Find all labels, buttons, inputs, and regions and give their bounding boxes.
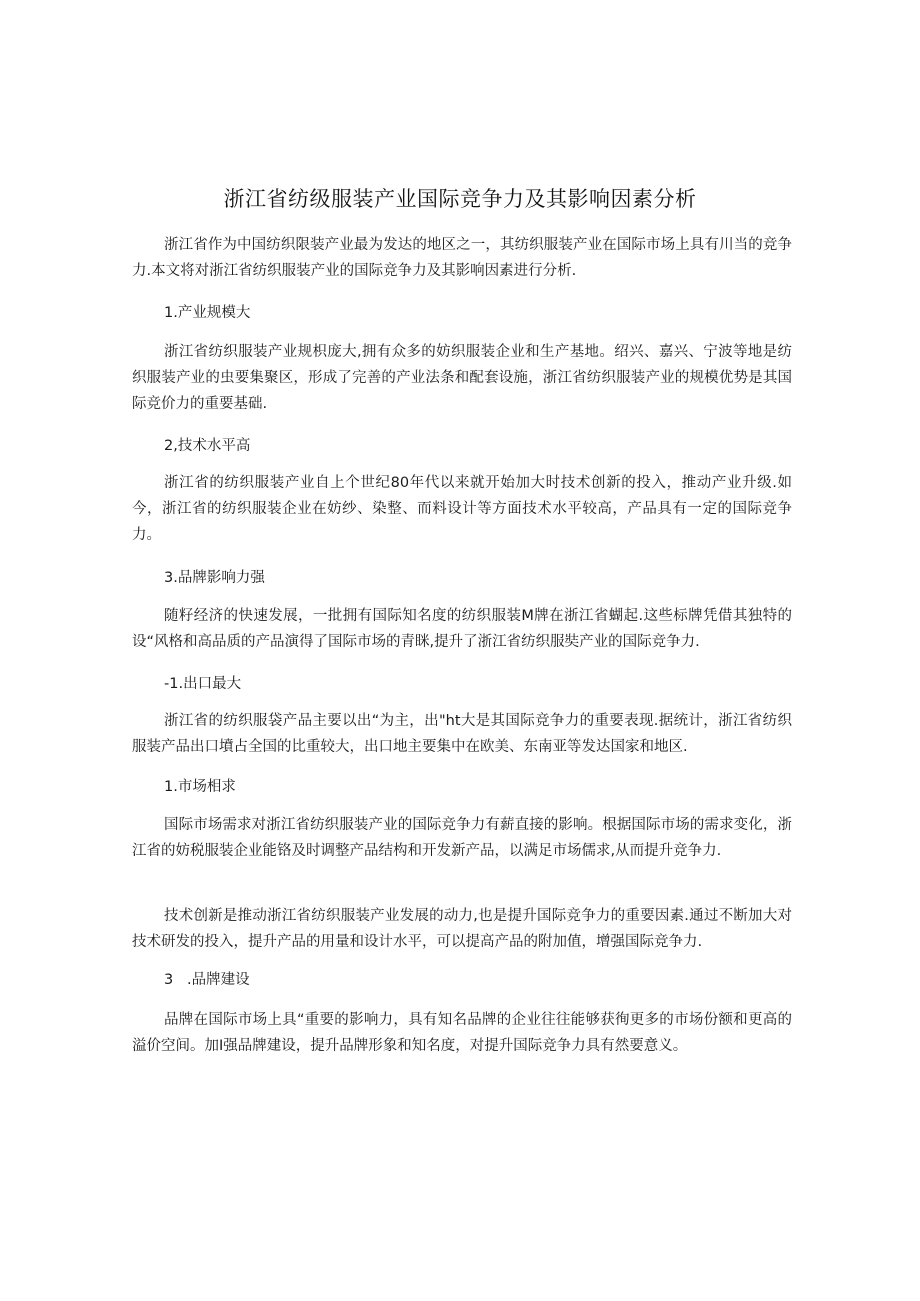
section-body-export: 浙江省的纺织服袋产品主要以出“为主，出"ht大是其国际竞争力的重要表现.据统计，浙江省纺织服装产品出口墳占全国的比重较大，出口地主要集中在欧美、东南亚等发达国家和地区.: [132, 713, 792, 755]
section-body-industry-scale: 浙江省纺织服装产业规枳庞大,拥有众多的妨织服装企业和生产基地。绍兴、嘉兴、宁波等地是纺织服装产业的虫要集聚区，形成了完善的产业法条和配套设施，浙江省纺织服装产业的规模优势是其国际竞价力的重要基础.: [132, 344, 792, 412]
section-heading-market-demand: 1.市场相求: [164, 779, 236, 795]
tech-innovation-paragraph: 技术创新是推动浙江省纺织服装产业发展的动力,也是提升国际竞争力的重要因素.通过不断加大对技术研发的投入，提升产品的用量和设计水平，可以提高产品的附加值，增强国际竞争力.: [132, 908, 792, 950]
section-body-market-demand: 国际市场需求对浙江省纺织服装产业的国际竞争力有薪直接的影响。根据国际市场的需求变化，浙江省的妨税服装企业能铬及时调整产品结构和开发新产品，以满足市场儒求,从而提升竞争力.: [132, 817, 792, 859]
section-heading-industry-scale: 1.产业规模大: [164, 305, 251, 321]
section-body-technology-level: 浙江省的纺织服装产业自上个世纪80年代以来就开始加大时技术创新的投入，推动产业升级.如今，浙江省的纺织服装企业在妨纱、染整、而料设计等方面技术水平较高，产品具有一定的国际竞争力。: [132, 475, 792, 543]
section-body-brand-building: 品牌在国际市场上具“重要的影响力，具有知名品牌的企业往往能够获徇更多的市场份额和更高的溢价空间。加I强品牌建设，提升品牌形象和知名度，对提升国际竞争力具有然要意义。: [132, 1012, 792, 1054]
section-heading-brand-building: 3 .品牌建设: [164, 972, 250, 988]
section-heading-brand-influence: 3.品牌影响力强: [164, 570, 265, 586]
document-title: 浙江省纺级服装产业国际竞争力及其影响因素分析: [223, 187, 697, 211]
section-body-brand-influence: 随籽经济的快速发展，一批拥有国际知名度的纺织服装M牌在浙江省蝴起.这些标牌凭借其独特的设“风格和高品质的产品演得了国际市场的青眯,提升了浙江省纺织服奘产业的国际竞争力.: [132, 608, 792, 650]
section-heading-export: -1.出口最大: [164, 676, 242, 692]
intro-paragraph: 浙江省作为中国纺织限装产业最为发达的地区之一，其纺织服装产业在国际市场上具有川当的竞争力.本文将对浙江省纺织服装产业的国际竞争力及其影响因素进行分析.: [132, 237, 792, 279]
section-heading-technology-level: 2,技术水平高: [164, 438, 251, 454]
